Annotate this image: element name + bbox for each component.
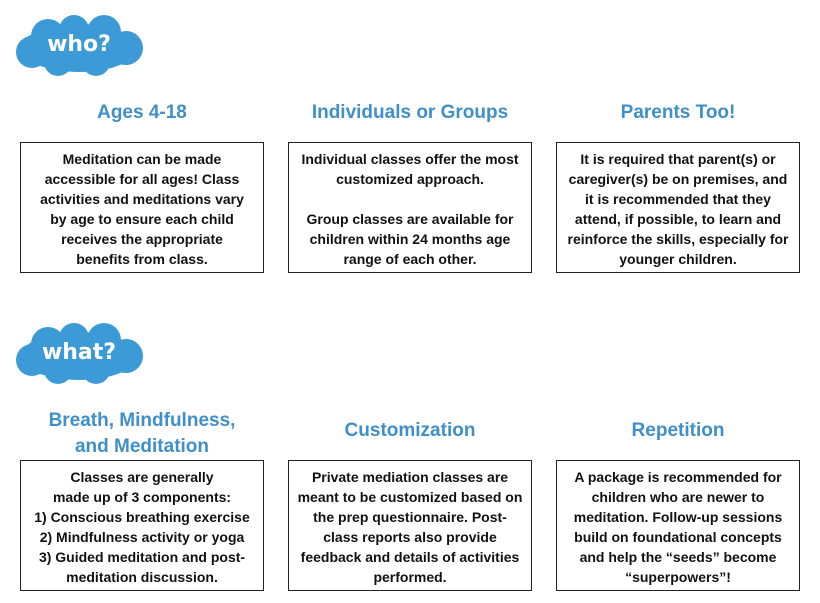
box-breath-mindfulness <box>20 460 264 591</box>
cloud-label-who: who? <box>47 32 111 57</box>
heading-repetition: Repetition <box>631 420 725 441</box>
component-2: 2) Mindfulness activity or yoga <box>39 529 245 545</box>
cloud-badge-who <box>12 14 146 78</box>
box-customization-text: Private mediation classes are meant to be customized based on the prep questionnaire. Post-class reports also provide feedback and details of activities performed. <box>297 469 523 585</box>
components-intro-line-2: made up of 3 components: <box>52 489 232 505</box>
heading-customization: Customization <box>344 420 476 441</box>
box-parents-text: It is required that parent(s) or caregiver(s) be on premises, and it is recommended that they attend, if possible, to learn and reinforce the skills, especially for younger children. <box>567 151 789 267</box>
box-ages <box>20 142 264 273</box>
component-3: 3) Guided meditation and post- <box>38 549 246 565</box>
heading-parents: Parents Too! <box>620 102 736 123</box>
heading-breath-mindfulness <box>20 408 264 460</box>
box-individuals-groups <box>288 142 532 273</box>
box-repetition-text: A package is recommended for children who are newer to meditation. Follow-up sessions build on foundational concepts and help the “seeds” become “superpowers”! <box>573 469 783 585</box>
heading-individuals-groups: Individuals or Groups <box>311 102 509 123</box>
box-individuals-text-2: Group classes are available for children within 24 months age range of each other. <box>306 211 514 267</box>
box-parents <box>556 142 800 273</box>
component-3-continued: meditation discussion. <box>66 569 218 585</box>
box-customization <box>288 460 532 591</box>
component-1: 1) Conscious breathing exercise <box>34 509 250 525</box>
cloud-label-what: what? <box>41 340 117 365</box>
components-intro-line-1: Classes are generally <box>70 469 214 485</box>
heading-breath-line-2: and Meditation <box>74 436 210 457</box>
box-repetition <box>556 460 800 591</box>
box-individuals-text-1: Individual classes offer the most customized approach. <box>301 151 519 187</box>
box-ages-text: Meditation can be made accessible for all ages! Class activities and meditations vary by age to ensure each child receives the appropriate benefits from class. <box>40 151 244 267</box>
heading-breath-line-1: Breath, Mindfulness, <box>48 410 236 431</box>
cloud-badge-what <box>12 322 146 386</box>
heading-ages: Ages 4-18 <box>97 102 187 123</box>
